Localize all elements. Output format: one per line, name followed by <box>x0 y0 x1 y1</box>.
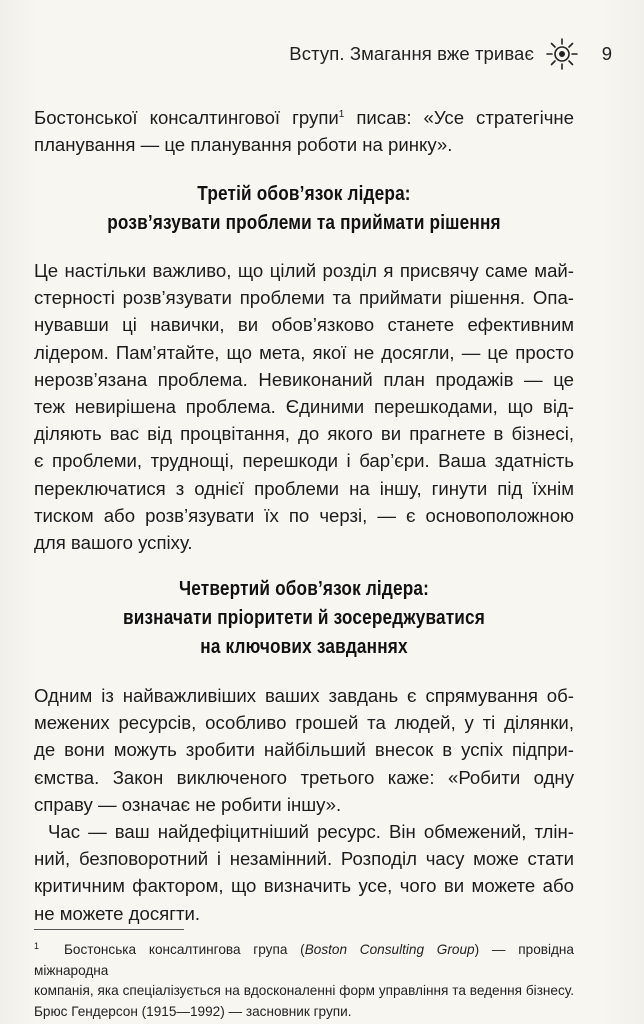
footnote-line: 1 Бостонська консалтингова група (Boston Consulting Group) — провідна міжнародна <box>34 941 574 978</box>
heading-line: на ключових завданнях <box>200 636 408 658</box>
heading-line: розв’язувати проблеми та приймати рішення <box>107 212 501 234</box>
text-line: переключатися з однієї проблеми на іншу, гинути під їхнім <box>34 477 574 499</box>
text-fragment: Бостонська консалтингова група ( <box>64 942 305 957</box>
sun-icon <box>544 36 580 72</box>
text-fragment: ) — провідна міжнародна <box>34 942 574 978</box>
paragraph-priorities <box>34 682 574 818</box>
text-line <box>34 104 574 131</box>
footnote <box>34 940 574 1022</box>
text-line: стерності розв’язувати проблеми та приймати рішення. Опа- <box>34 287 574 309</box>
text-line: планування — це планування роботи на ринку». <box>34 134 453 156</box>
section-heading-fourth-duty <box>72 575 536 662</box>
footnote-english-name: Boston Consulting Group <box>304 942 475 957</box>
text-line: не можете досягти. <box>34 902 201 924</box>
running-head <box>0 38 612 70</box>
text-line: є проблеми, труднощі, перешкоди і бар’єри. Ваша здатність <box>34 450 574 472</box>
paragraph-problem-solving <box>34 257 574 556</box>
text-line: нувавши ці навички, ви обов’язково станете ефективним <box>34 314 574 336</box>
text-line: Час — ваш найдефіцитніший ресурс. Він обмежений, тлін- <box>48 821 574 842</box>
text-line: справу — означає не робити іншу». <box>34 793 342 815</box>
heading-line: Третій обов’язок лідера: <box>197 183 411 205</box>
footnote-line: компанія, яка спеціалізується на вдосконаленні форм управління та ведення бізнесу. <box>34 983 574 998</box>
footnote-ref: 1 <box>338 109 345 120</box>
text-line: критичним фактором, що визначить усе, чого ви можете або <box>34 875 574 897</box>
text-line: тиском або розв’язувати їх по черзі, — є основоположною <box>34 504 574 526</box>
text-fragment: Бостонської консалтингової групи <box>34 107 339 128</box>
heading-line: визначати пріоритети й зосереджуватися <box>122 607 486 629</box>
paragraph-intro <box>34 104 574 158</box>
running-title: Вступ. Змагання вже триває <box>289 43 534 64</box>
text-line: Одним із найважливіших ваших завдань є спрямування об- <box>34 685 574 706</box>
text-line: ємства. Закон виключеного третього каже: «Робити одну <box>34 766 574 788</box>
paragraph-time <box>34 818 574 927</box>
footnote-line: Брюс Гендерсон (1915—1992) — засновник групи. <box>34 1003 352 1019</box>
text-line: ний, безповоротний і незамінний. Розподіл часу може стати <box>34 848 574 870</box>
section-heading-third-duty <box>72 180 536 238</box>
heading-line: Четвертий обов’язок лідера: <box>178 578 430 600</box>
text-line: лідером. Пам’ятайте, що мета, якої не досягли, — це просто <box>34 341 574 363</box>
text-line: де вони можуть зробити найбільший внесок в успіх підпри- <box>34 739 574 761</box>
text-line: межених ресурсів, особливо грошей та людей, у ті ділянки, <box>34 712 574 734</box>
text-line: діляють вас від процвітання, до якого ви прагнете в бізнесі, <box>34 423 574 445</box>
text-line: для вашого успіху. <box>34 532 193 554</box>
text-fragment: писав: «Усе стратегічне <box>344 107 574 128</box>
footnote-divider <box>34 929 184 930</box>
text-line: нерозв’язана проблема. Невиконаний план продажів — це <box>34 368 574 390</box>
page-number: 9 <box>601 43 612 64</box>
text-line: Це настільки важливо, що цілий розділ я присвячу саме май- <box>34 260 574 281</box>
text-line: теж невирішена проблема. Єдиними перешкодами, що від- <box>34 396 574 418</box>
